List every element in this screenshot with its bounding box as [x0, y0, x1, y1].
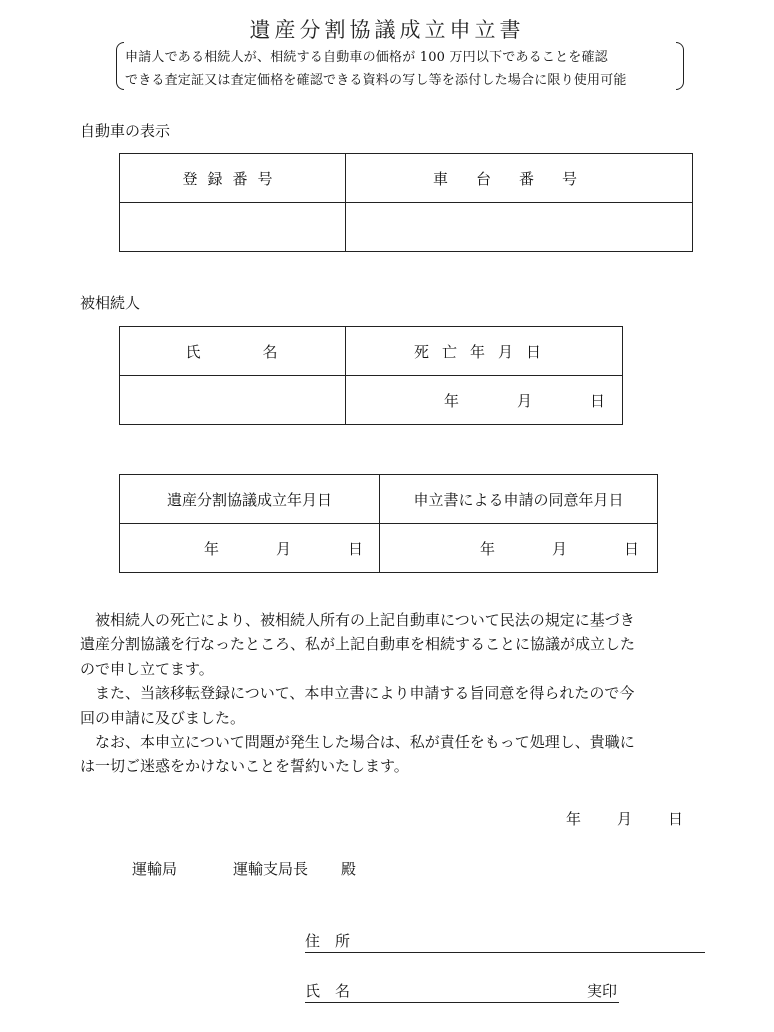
statement-line: なお、本申立について問題が発生した場合は、私が責任をもって処理し、貴職に — [95, 733, 635, 752]
decedent-name-header: 氏名 — [120, 327, 346, 376]
registration-number-header: 登録番号 — [120, 154, 346, 203]
bureau-label: 運輸局 — [132, 860, 178, 878]
chassis-number-field[interactable] — [346, 203, 693, 252]
statement-line: ので申し立てます。 — [80, 659, 214, 678]
note-line-2: できる査定証又は査定価格を確認できる資料の写し等を添付した場合に限り使用可能 — [125, 73, 627, 88]
agreement-date-header: 遺産分割協議成立年月日 — [120, 475, 380, 524]
death-date-header: 死亡年月日 — [346, 327, 623, 376]
name-field[interactable] — [305, 980, 619, 1003]
decedent-table — [119, 326, 623, 425]
vehicle-heading: 自動車の表示 — [80, 122, 171, 140]
usage-note — [116, 42, 684, 92]
vehicle-table — [119, 153, 693, 252]
note-line-1: 申請人である相続人が、相続する自動車の価格が 100 万円以下であることを確認 — [125, 50, 608, 65]
address-label: 住所 — [305, 932, 366, 950]
agreement-table — [119, 474, 658, 573]
decedent-name-field[interactable] — [120, 376, 346, 425]
branch-chief-label: 運輸支局長 — [233, 860, 309, 878]
statement-line: また、当該移転登録について、本申立書により申請する旨同意を得られたので今 — [95, 684, 635, 703]
statement-body — [80, 608, 730, 779]
right-bracket — [676, 42, 684, 90]
address-field[interactable] — [305, 930, 705, 953]
left-bracket — [116, 42, 124, 90]
statement-line: は一切ご迷惑をかけないことを誓約いたします。 — [80, 757, 409, 776]
page-title: 遺産分割協議成立申立書 — [249, 18, 525, 42]
consent-date-field[interactable]: 年 月 日 — [380, 524, 658, 573]
death-date-field[interactable]: 年 月 日 — [346, 376, 623, 425]
name-label: 氏名 — [305, 982, 366, 1000]
decedent-heading: 被相続人 — [80, 294, 141, 312]
sign-date[interactable]: 年 月 日 — [566, 810, 684, 828]
statement-line: 回の申請に及びました。 — [80, 708, 246, 727]
addressee — [132, 858, 356, 879]
statement-line: 遺産分割協議を行なったところ、私が上記自動車を相続することに協議が成立した — [80, 635, 636, 654]
agreement-date-field[interactable]: 年 月 日 — [120, 524, 380, 573]
consent-date-header: 申立書による申請の同意年月日 — [380, 475, 658, 524]
registered-seal-label: 実印 — [586, 982, 617, 1000]
chassis-number-header: 車台番号 — [346, 154, 693, 203]
honorific: 殿 — [341, 860, 357, 878]
registration-number-field[interactable] — [120, 203, 346, 252]
statement-line: 被相続人の死亡により、被相続人所有の上記自動車について民法の規定に基づき — [95, 611, 635, 629]
